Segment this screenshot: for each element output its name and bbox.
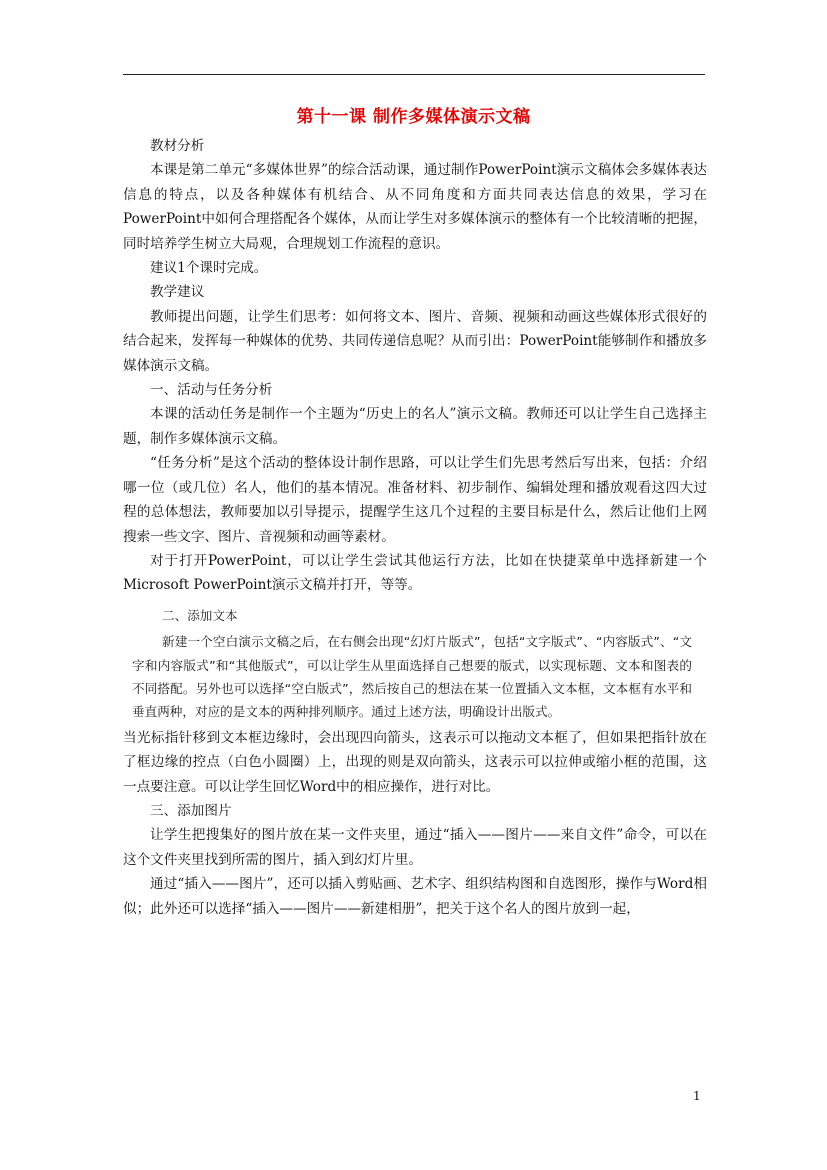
section-heading-add-text: 二、添加文本: [162, 607, 238, 623]
paragraph-activity-task: 本课的活动任务是制作一个主题为“历史上的名人”演示文稿。教师还可以让学生自己选择主题，制作多媒体演示文稿。: [123, 406, 707, 447]
paragraph-analysis: 本课是第二单元“多媒体世界”的综合活动课，通过制作PowerPoint演示文稿体会多媒体表达信息的特点，以及各种媒体有机结合、从不同角度和方面共同表达信息的效果，学习在PowerPoint中如何合理搭配各个媒体，从而让学生对多媒体演示的整体有一个比较清晰的把握，同时培养学生树立大局观，合理规划工作流程的意识。: [123, 162, 707, 252]
paragraph-task-analysis: “任务分析”是这个活动的整体设计制作思路，可以让学生们先思考然后写出来，包括：介绍哪一位（或几位）名人，他们的基本情况。准备材料、初步制作、编辑处理和播放观看这四大过程的总体想法，教师要加以引导提示，提醒学生这几个过程的主要目标是什么，然后让他们上网搜索一些文字、图片、音视频和动画等素材。: [123, 455, 707, 545]
paragraph-add-text: 新建一个空白演示文稿之后，在右侧会出现“幻灯片版式”，包括“文字版式”、“内容版式”、“文字和内容版式”和“其他版式”，可以让学生从里面选择自己想要的版式，以实现标题、文本和图表的不同搭配。另外也可以选择“空白版式”，然后按自己的想法在某一位置插入文本框，文本框有水平和垂直两种，对应的是文本的两种排列顺序。通过上述方法，明确设计出版式。: [132, 634, 692, 720]
page-number: 1: [693, 1089, 701, 1103]
scanned-text-block: [132, 604, 692, 724]
section-heading-suggestions: 教学建议: [150, 284, 205, 301]
document-title: 第十一课 制作多媒体演示文稿: [296, 107, 531, 127]
section-heading-activity: 一、活动与任务分析: [150, 382, 273, 399]
paragraph-insert-album: 通过“插入——图片”，还可以插入剪贴画、艺术字、组织结构图和自选图形，操作与Word相似；此外还可以选择“插入——图片——新建相册”，把关于这个名人的图片放到一起，: [123, 876, 707, 917]
section-heading-analysis: 教材分析: [150, 138, 205, 154]
paragraph-open-powerpoint: 对于打开PowerPoint，可以让学生尝试其他运行方法，比如在快捷菜单中选择新建一个Microsoft PowerPoint演示文稿并打开，等等。: [123, 552, 707, 594]
paragraph-suggestions: 教师提出问题，让学生们思考：如何将文本、图片、音频、视频和动画这些媒体形式很好的结合起来，发挥每一种媒体的优势、共同传递信息呢？从而引出：PowerPoint能够制作和播放多媒体演示文稿。: [123, 308, 707, 374]
paragraph-insert-picture: 让学生把搜集好的图片放在某一文件夹里，通过“插入——图片——来自文件”命令，可以在这个文件夹里找到所需的图片，插入到幻灯片里。: [123, 827, 707, 868]
paragraph-duration: 建议1个课时完成。: [150, 260, 268, 277]
header-rule: [123, 74, 705, 75]
section-heading-add-images: 三、添加图片: [150, 802, 232, 819]
paragraph-cursor-arrows: 当光标指针移到文本框边缘时，会出现四向箭头，这表示可以拖动文本框了，但如果把指针放在了框边缘的控点（白色小圆圈）上，出现的则是双向箭头，这表示可以拉伸或缩小框的范围，这一点要注意。可以让学生回忆Word中的相应操作，进行对比。: [123, 729, 707, 795]
document-body: [123, 134, 707, 921]
